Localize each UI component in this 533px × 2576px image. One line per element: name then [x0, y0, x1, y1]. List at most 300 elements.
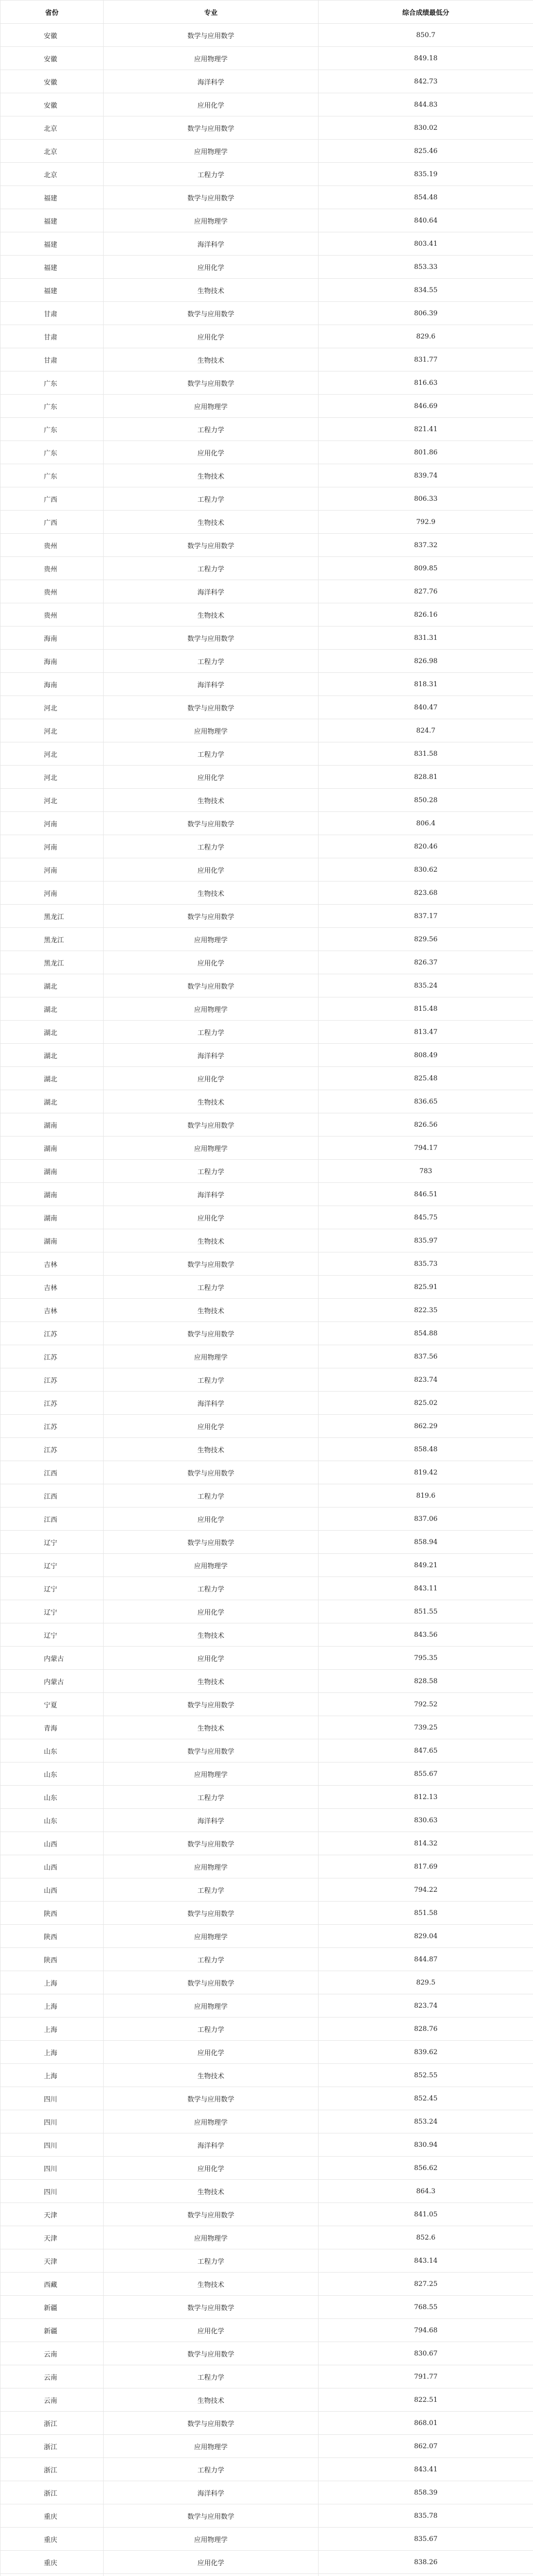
major-cell: 海洋科学: [104, 2481, 319, 2504]
min-score-cell: 840.64: [319, 209, 533, 232]
table-row: [1, 1090, 533, 1113]
min-score-cell: 837.17: [319, 905, 533, 928]
province-cell: 山东: [1, 1739, 104, 1762]
province-cell: 河南: [1, 835, 104, 858]
table-header-row: [1, 1, 533, 24]
province-cell: 浙江: [1, 2412, 104, 2435]
province-cell: 上海: [1, 1971, 104, 1994]
table-row: [1, 1809, 533, 1832]
province-cell: 陕西: [1, 1925, 104, 1948]
table-row: [1, 2203, 533, 2226]
major-cell: 海洋科学: [104, 1183, 319, 1206]
min-score-cell: 849.21: [319, 1554, 533, 1577]
table-row: [1, 626, 533, 650]
min-score-cell: 828.76: [319, 2018, 533, 2041]
table-row: [1, 209, 533, 232]
table-row: [1, 1623, 533, 1647]
table-row: [1, 279, 533, 302]
major-cell: 应用物理学: [104, 2226, 319, 2249]
table-row: [1, 789, 533, 812]
table-row: [1, 673, 533, 696]
province-cell: 青海: [1, 1716, 104, 1739]
min-score-cell: 852.55: [319, 2064, 533, 2087]
province-cell: 江苏: [1, 1415, 104, 1438]
major-cell: 数学与应用数学: [104, 1693, 319, 1716]
min-score-cell: 824.7: [319, 719, 533, 742]
table-row: [1, 1531, 533, 1554]
table-row: [1, 1229, 533, 1252]
province-cell: 江苏: [1, 1345, 104, 1368]
table-row: [1, 348, 533, 371]
province-cell: 贵州: [1, 580, 104, 603]
table-row: [1, 766, 533, 789]
major-cell: 应用物理学: [104, 2528, 319, 2551]
min-score-cell: 819.6: [319, 1484, 533, 1507]
table-row: [1, 1368, 533, 1392]
province-cell: [1, 2574, 104, 2576]
major-cell: 数学与应用数学: [104, 2296, 319, 2319]
province-cell: 吉林: [1, 1252, 104, 1276]
table-row: [1, 1322, 533, 1345]
table-row: [1, 858, 533, 882]
major-cell: 工程力学: [104, 557, 319, 580]
province-cell: 海南: [1, 650, 104, 673]
table-row: [1, 1647, 533, 1670]
major-cell: 生物技术: [104, 2273, 319, 2296]
min-score-cell: 838.26: [319, 2551, 533, 2574]
table-row: [1, 2249, 533, 2273]
min-score-cell: [319, 2574, 533, 2576]
table-row: [1, 1739, 533, 1762]
province-cell: 四川: [1, 2157, 104, 2180]
table-row: [1, 487, 533, 511]
min-score-cell: 851.55: [319, 1600, 533, 1623]
min-score-cell: 835.97: [319, 1229, 533, 1252]
min-score-cell: 827.25: [319, 2273, 533, 2296]
major-cell: 数学与应用数学: [104, 626, 319, 650]
table-row: [1, 24, 533, 47]
province-cell: 海南: [1, 673, 104, 696]
major-cell: 应用化学: [104, 1600, 319, 1623]
province-cell: 河南: [1, 882, 104, 905]
province-cell: 安徽: [1, 24, 104, 47]
table-row: [1, 1299, 533, 1322]
province-cell: 浙江: [1, 2458, 104, 2481]
province-cell: 内蒙古: [1, 1670, 104, 1693]
major-cell: 应用物理学: [104, 2110, 319, 2133]
table-row: [1, 2412, 533, 2435]
major-cell: 工程力学: [104, 1160, 319, 1183]
province-cell: 湖南: [1, 1160, 104, 1183]
min-score-cell: 835.19: [319, 163, 533, 186]
table-row: [1, 163, 533, 186]
province-cell: 江苏: [1, 1368, 104, 1392]
table-row: [1, 140, 533, 163]
province-cell: 四川: [1, 2133, 104, 2157]
major-cell: 数学与应用数学: [104, 116, 319, 140]
major-cell: 数学与应用数学: [104, 974, 319, 997]
table-row: [1, 511, 533, 534]
min-score-cell: 830.63: [319, 1809, 533, 1832]
min-score-cell: 862.07: [319, 2435, 533, 2458]
province-cell: 湖南: [1, 1206, 104, 1229]
province-cell: 重庆: [1, 2504, 104, 2528]
table-row: [1, 2458, 533, 2481]
min-score-cell: 847.65: [319, 1739, 533, 1762]
major-cell: 数学与应用数学: [104, 2087, 319, 2110]
major-cell: 应用物理学: [104, 997, 319, 1021]
table-row: [1, 1206, 533, 1229]
min-score-cell: 840.47: [319, 696, 533, 719]
major-cell: 应用化学: [104, 325, 319, 348]
province-cell: 安徽: [1, 47, 104, 70]
min-score-cell: 792.9: [319, 511, 533, 534]
table-row: [1, 905, 533, 928]
province-cell: 河北: [1, 789, 104, 812]
major-cell: 数学与应用数学: [104, 2342, 319, 2365]
major-cell: 数学与应用数学: [104, 302, 319, 325]
table-row: [1, 186, 533, 209]
table-row: [1, 1670, 533, 1693]
min-score-cell: 826.98: [319, 650, 533, 673]
major-cell: 应用化学: [104, 256, 319, 279]
major-cell: 应用化学: [104, 858, 319, 882]
min-score-cell: 820.46: [319, 835, 533, 858]
major-cell: 海洋科学: [104, 1809, 319, 1832]
table-row: [1, 371, 533, 395]
min-score-cell: 828.58: [319, 1670, 533, 1693]
min-score-cell: 831.31: [319, 626, 533, 650]
province-cell: 浙江: [1, 2481, 104, 2504]
province-cell: 湖北: [1, 974, 104, 997]
province-cell: 江西: [1, 1507, 104, 1531]
table-row: [1, 1994, 533, 2018]
min-score-cell: 864.3: [319, 2180, 533, 2203]
major-cell: 海洋科学: [104, 580, 319, 603]
major-cell: 工程力学: [104, 650, 319, 673]
table-row: [1, 1832, 533, 1855]
table-row: [1, 2018, 533, 2041]
min-score-cell: 837.06: [319, 1507, 533, 1531]
min-score-cell: 837.32: [319, 534, 533, 557]
table-row: [1, 1971, 533, 1994]
major-cell: 工程力学: [104, 487, 319, 511]
min-score-cell: 835.73: [319, 1252, 533, 1276]
min-score-cell: 844.87: [319, 1948, 533, 1971]
table-row: [1, 1925, 533, 1948]
table-row: [1, 2504, 533, 2528]
province-cell: 辽宁: [1, 1577, 104, 1600]
min-score-cell: 822.35: [319, 1299, 533, 1322]
table-row: [1, 1507, 533, 1531]
major-cell: 生物技术: [104, 603, 319, 626]
province-cell: 河北: [1, 719, 104, 742]
min-score-cell: 768.55: [319, 2296, 533, 2319]
province-cell: 河南: [1, 812, 104, 835]
province-cell: 辽宁: [1, 1531, 104, 1554]
min-score-cell: 825.46: [319, 140, 533, 163]
major-cell: 工程力学: [104, 1878, 319, 1902]
major-cell: 数学与应用数学: [104, 905, 319, 928]
major-cell: 数学与应用数学: [104, 1832, 319, 1855]
table-row: [1, 1067, 533, 1090]
major-cell: 应用化学: [104, 1647, 319, 1670]
major-cell: 应用化学: [104, 93, 319, 116]
province-cell: 上海: [1, 2041, 104, 2064]
major-cell: 工程力学: [104, 2018, 319, 2041]
province-cell: 山西: [1, 1878, 104, 1902]
major-cell: 应用化学: [104, 951, 319, 974]
major-cell: 生物技术: [104, 2388, 319, 2412]
major-cell: 工程力学: [104, 1786, 319, 1809]
min-score-cell: 843.14: [319, 2249, 533, 2273]
min-score-cell: 855.67: [319, 1762, 533, 1786]
table-row: [1, 464, 533, 487]
major-cell: 工程力学: [104, 2249, 319, 2273]
province-cell: 广西: [1, 487, 104, 511]
province-cell: 河北: [1, 766, 104, 789]
major-cell: 应用物理学: [104, 1137, 319, 1160]
province-cell: 江西: [1, 1461, 104, 1484]
province-cell: 云南: [1, 2388, 104, 2412]
major-cell: 工程力学: [104, 1368, 319, 1392]
major-cell: 生物技术: [104, 2064, 319, 2087]
major-cell: 工程力学: [104, 418, 319, 441]
major-cell: 生物技术: [104, 1438, 319, 1461]
table-row: [1, 116, 533, 140]
table-row: [1, 2110, 533, 2133]
table-row: [1, 882, 533, 905]
table-row: [1, 2087, 533, 2110]
province-cell: 西藏: [1, 2273, 104, 2296]
min-score-cell: 830.02: [319, 116, 533, 140]
province-cell: 云南: [1, 2342, 104, 2365]
min-score-cell: 825.48: [319, 1067, 533, 1090]
table-body: [1, 24, 533, 2576]
min-score-cell: 830.94: [319, 2133, 533, 2157]
min-score-cell: 795.35: [319, 1647, 533, 1670]
min-score-cell: 845.75: [319, 1206, 533, 1229]
table-row: [1, 603, 533, 626]
min-score-cell: 851.58: [319, 1902, 533, 1925]
min-score-cell: 849.18: [319, 47, 533, 70]
min-score-cell: 827.76: [319, 580, 533, 603]
table-row: [1, 1786, 533, 1809]
table-row: [1, 2365, 533, 2388]
min-score-cell: 791.77: [319, 2365, 533, 2388]
table-row: [1, 1902, 533, 1925]
province-cell: 山东: [1, 1762, 104, 1786]
min-score-cell: 830.62: [319, 858, 533, 882]
table-row: [1, 1044, 533, 1067]
major-cell: 数学与应用数学: [104, 186, 319, 209]
province-cell: 湖南: [1, 1183, 104, 1206]
min-score-cell: 806.4: [319, 812, 533, 835]
table-row: [1, 997, 533, 1021]
min-score-cell: 835.24: [319, 974, 533, 997]
table-row: [1, 2157, 533, 2180]
major-cell: 应用化学: [104, 2551, 319, 2574]
province-cell: 福建: [1, 232, 104, 256]
province-cell: 福建: [1, 279, 104, 302]
min-score-cell: 829.04: [319, 1925, 533, 1948]
min-score-cell: 850.7: [319, 24, 533, 47]
table-row: [1, 325, 533, 348]
min-score-cell: 843.11: [319, 1577, 533, 1600]
major-cell: 数学与应用数学: [104, 1252, 319, 1276]
province-cell: 广东: [1, 395, 104, 418]
major-cell: 应用化学: [104, 2041, 319, 2064]
major-cell: 数学与应用数学: [104, 371, 319, 395]
table-row: [1, 2342, 533, 2365]
table-row: [1, 441, 533, 464]
province-cell: 四川: [1, 2087, 104, 2110]
major-cell: 应用化学: [104, 2157, 319, 2180]
province-cell: 湖北: [1, 1090, 104, 1113]
table-row: [1, 1160, 533, 1183]
province-cell: 广东: [1, 418, 104, 441]
major-cell: 生物技术: [104, 1090, 319, 1113]
min-score-cell: 846.69: [319, 395, 533, 418]
major-cell: 海洋科学: [104, 673, 319, 696]
major-cell: 数学与应用数学: [104, 1322, 319, 1345]
province-cell: 吉林: [1, 1299, 104, 1322]
min-score-cell: 794.68: [319, 2319, 533, 2342]
min-score-cell: 854.88: [319, 1322, 533, 1345]
table-row: [1, 2528, 533, 2551]
province-cell: 山西: [1, 1832, 104, 1855]
table-row: [1, 580, 533, 603]
major-cell: 数学与应用数学: [104, 24, 319, 47]
major-cell: 工程力学: [104, 1484, 319, 1507]
min-score-cell: 783: [319, 1160, 533, 1183]
table-row: [1, 557, 533, 580]
major-cell: 工程力学: [104, 1276, 319, 1299]
min-score-cell: 794.22: [319, 1878, 533, 1902]
province-cell: 江西: [1, 1484, 104, 1507]
major-cell: 海洋科学: [104, 70, 319, 93]
province-cell: 上海: [1, 2018, 104, 2041]
min-score-cell: 816.63: [319, 371, 533, 395]
major-cell: 生物技术: [104, 348, 319, 371]
major-cell: 工程力学: [104, 2458, 319, 2481]
province-cell: 辽宁: [1, 1623, 104, 1647]
table-row: [1, 1554, 533, 1577]
table-row: [1, 93, 533, 116]
table-row: [1, 1392, 533, 1415]
min-score-cell: 858.48: [319, 1438, 533, 1461]
major-cell: 应用化学: [104, 1206, 319, 1229]
min-score-cell: 839.74: [319, 464, 533, 487]
table-row: [1, 812, 533, 835]
min-score-cell: 826.56: [319, 1113, 533, 1137]
table-row: [1, 1276, 533, 1299]
table-row: [1, 70, 533, 93]
province-cell: 天津: [1, 2226, 104, 2249]
min-score-cell: 853.33: [319, 256, 533, 279]
header-major: 专业: [104, 1, 319, 24]
major-cell: 数学与应用数学: [104, 534, 319, 557]
province-cell: 北京: [1, 116, 104, 140]
table-row: [1, 1484, 533, 1507]
province-cell: 山西: [1, 1855, 104, 1878]
major-cell: [104, 2574, 319, 2576]
province-cell: 陕西: [1, 1948, 104, 1971]
table-row: [1, 2551, 533, 2574]
table-row: [1, 1113, 533, 1137]
major-cell: 工程力学: [104, 1948, 319, 1971]
major-cell: 应用物理学: [104, 1925, 319, 1948]
table-row: [1, 742, 533, 766]
min-score-cell: 794.17: [319, 1137, 533, 1160]
province-cell: 新疆: [1, 2296, 104, 2319]
major-cell: 数学与应用数学: [104, 1902, 319, 1925]
province-cell: 重庆: [1, 2551, 104, 2574]
major-cell: 生物技术: [104, 789, 319, 812]
province-cell: 江苏: [1, 1322, 104, 1345]
table-row: [1, 2319, 533, 2342]
table-row: [1, 696, 533, 719]
major-cell: 海洋科学: [104, 2133, 319, 2157]
major-cell: 工程力学: [104, 742, 319, 766]
major-cell: 工程力学: [104, 1577, 319, 1600]
province-cell: 新疆: [1, 2319, 104, 2342]
min-score-cell: 819.42: [319, 1461, 533, 1484]
major-cell: 生物技术: [104, 464, 319, 487]
major-cell: 数学与应用数学: [104, 2504, 319, 2528]
table-row: [1, 395, 533, 418]
table-row: [1, 1438, 533, 1461]
province-cell: 甘肃: [1, 325, 104, 348]
province-cell: 吉林: [1, 1276, 104, 1299]
province-cell: 辽宁: [1, 1554, 104, 1577]
table-row: [1, 2273, 533, 2296]
province-cell: 河北: [1, 696, 104, 719]
min-score-cell: 823.68: [319, 882, 533, 905]
min-score-cell: 852.45: [319, 2087, 533, 2110]
min-score-cell: 829.5: [319, 1971, 533, 1994]
major-cell: 应用物理学: [104, 1762, 319, 1786]
min-score-cell: 792.52: [319, 1693, 533, 1716]
table-row: [1, 256, 533, 279]
major-cell: 数学与应用数学: [104, 1461, 319, 1484]
province-cell: 山东: [1, 1786, 104, 1809]
table-row: [1, 2388, 533, 2412]
major-cell: 工程力学: [104, 1021, 319, 1044]
table-row: [1, 2226, 533, 2249]
min-score-cell: 843.41: [319, 2458, 533, 2481]
province-cell: 湖北: [1, 1021, 104, 1044]
province-cell: 贵州: [1, 603, 104, 626]
min-score-cell: 853.24: [319, 2110, 533, 2133]
table-row: [1, 2296, 533, 2319]
min-score-cell: 837.56: [319, 1345, 533, 1368]
province-cell: 宁夏: [1, 1693, 104, 1716]
min-score-cell: 821.41: [319, 418, 533, 441]
table-row: [1, 418, 533, 441]
province-cell: 湖南: [1, 1229, 104, 1252]
min-score-cell: 809.85: [319, 557, 533, 580]
min-score-cell: 808.49: [319, 1044, 533, 1067]
province-cell: 甘肃: [1, 348, 104, 371]
table-row: [1, 1577, 533, 1600]
table-row: [1, 1021, 533, 1044]
table-row: [1, 1183, 533, 1206]
table-row: [1, 534, 533, 557]
table-row: [1, 47, 533, 70]
min-score-cell: 862.29: [319, 1415, 533, 1438]
min-score-cell: 806.33: [319, 487, 533, 511]
